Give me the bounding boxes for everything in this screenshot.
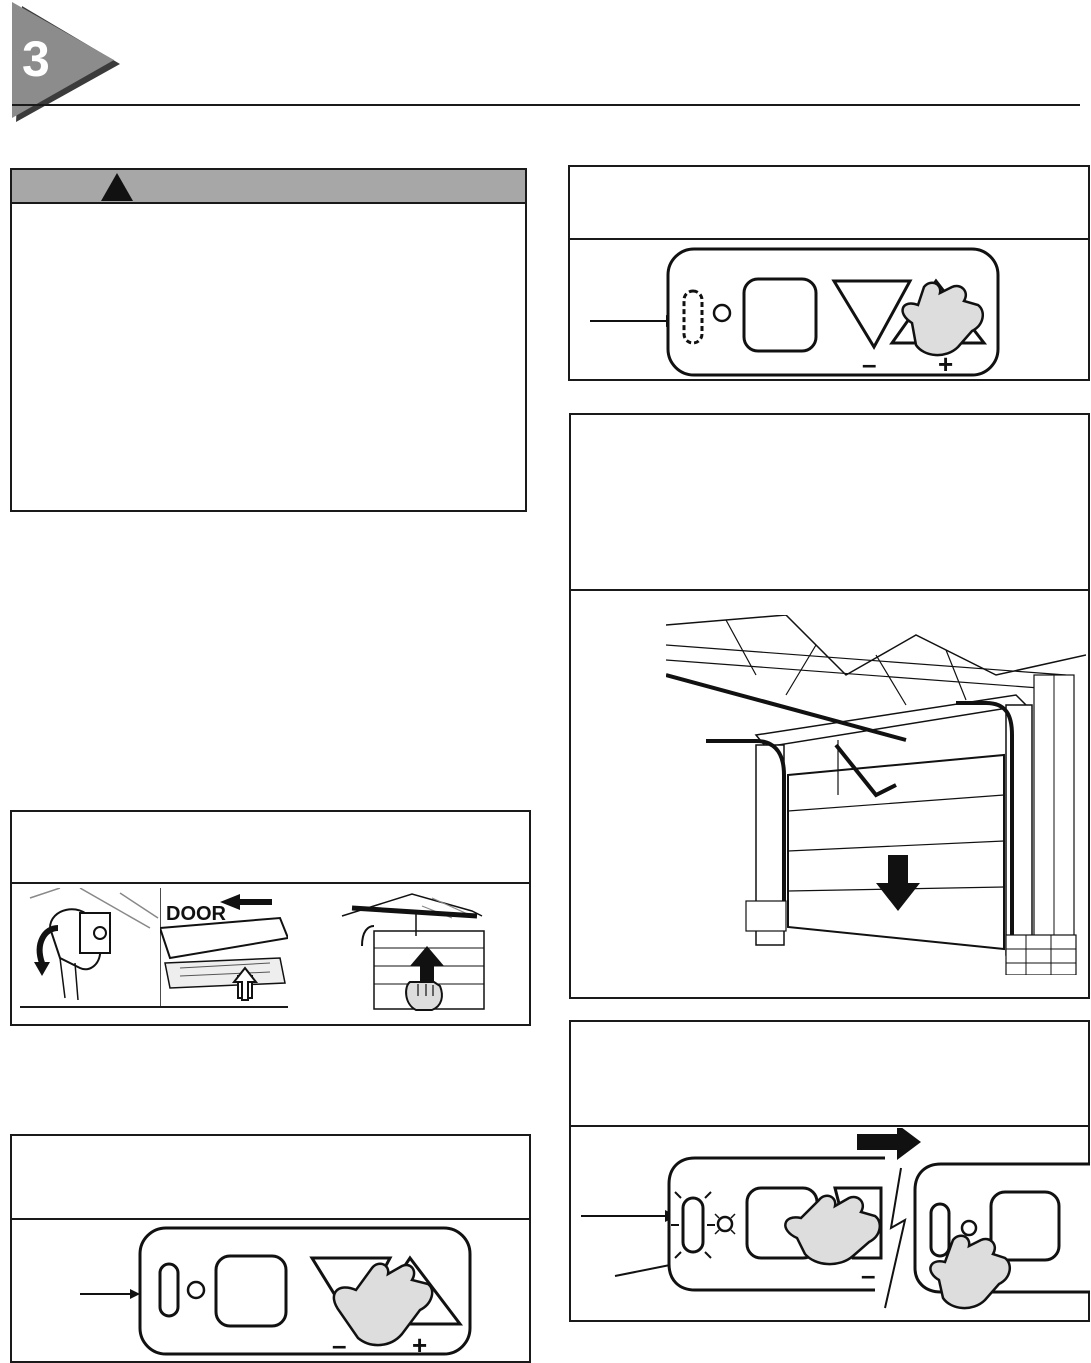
figure-divider — [12, 1218, 529, 1220]
warning-triangle-icon — [100, 172, 134, 202]
step-header — [0, 0, 1091, 125]
plus-label: + — [412, 1330, 428, 1359]
figure-trolley-release — [10, 810, 531, 1026]
minus-label: – — [332, 1330, 347, 1359]
header-rule — [12, 104, 1080, 106]
warning-header — [12, 170, 525, 204]
figure-garage-door — [569, 413, 1090, 999]
figure-divider — [12, 882, 529, 884]
garage-door-illustration — [666, 615, 1086, 975]
minus-label: – — [861, 1260, 876, 1290]
figure-control-panel-left — [10, 1134, 531, 1363]
pointing-hand-icon — [406, 982, 442, 1010]
door-trolley-illustration — [160, 888, 288, 1006]
release-handle-illustration — [20, 888, 160, 1006]
figure-divider — [571, 1125, 1088, 1127]
control-panel-sequence-illustration — [575, 1128, 1090, 1318]
step-number: 3 — [22, 31, 49, 87]
figure-control-panel-right-2 — [569, 1020, 1090, 1322]
minus-label: – — [862, 349, 877, 378]
arrow-right-icon — [857, 1128, 921, 1160]
plus-label: + — [938, 349, 954, 378]
door-label: DOOR — [166, 903, 226, 925]
control-panel-illustration — [580, 243, 1080, 378]
step-badge-icon — [0, 0, 130, 125]
control-panel-illustration — [20, 1224, 520, 1359]
warning-box — [10, 168, 527, 512]
sub-figure-baseline — [20, 1006, 288, 1008]
figure-divider — [570, 238, 1088, 240]
door-lift-illustration — [312, 886, 522, 1016]
figure-control-panel-right-1 — [568, 165, 1090, 381]
figure-divider — [571, 589, 1088, 591]
